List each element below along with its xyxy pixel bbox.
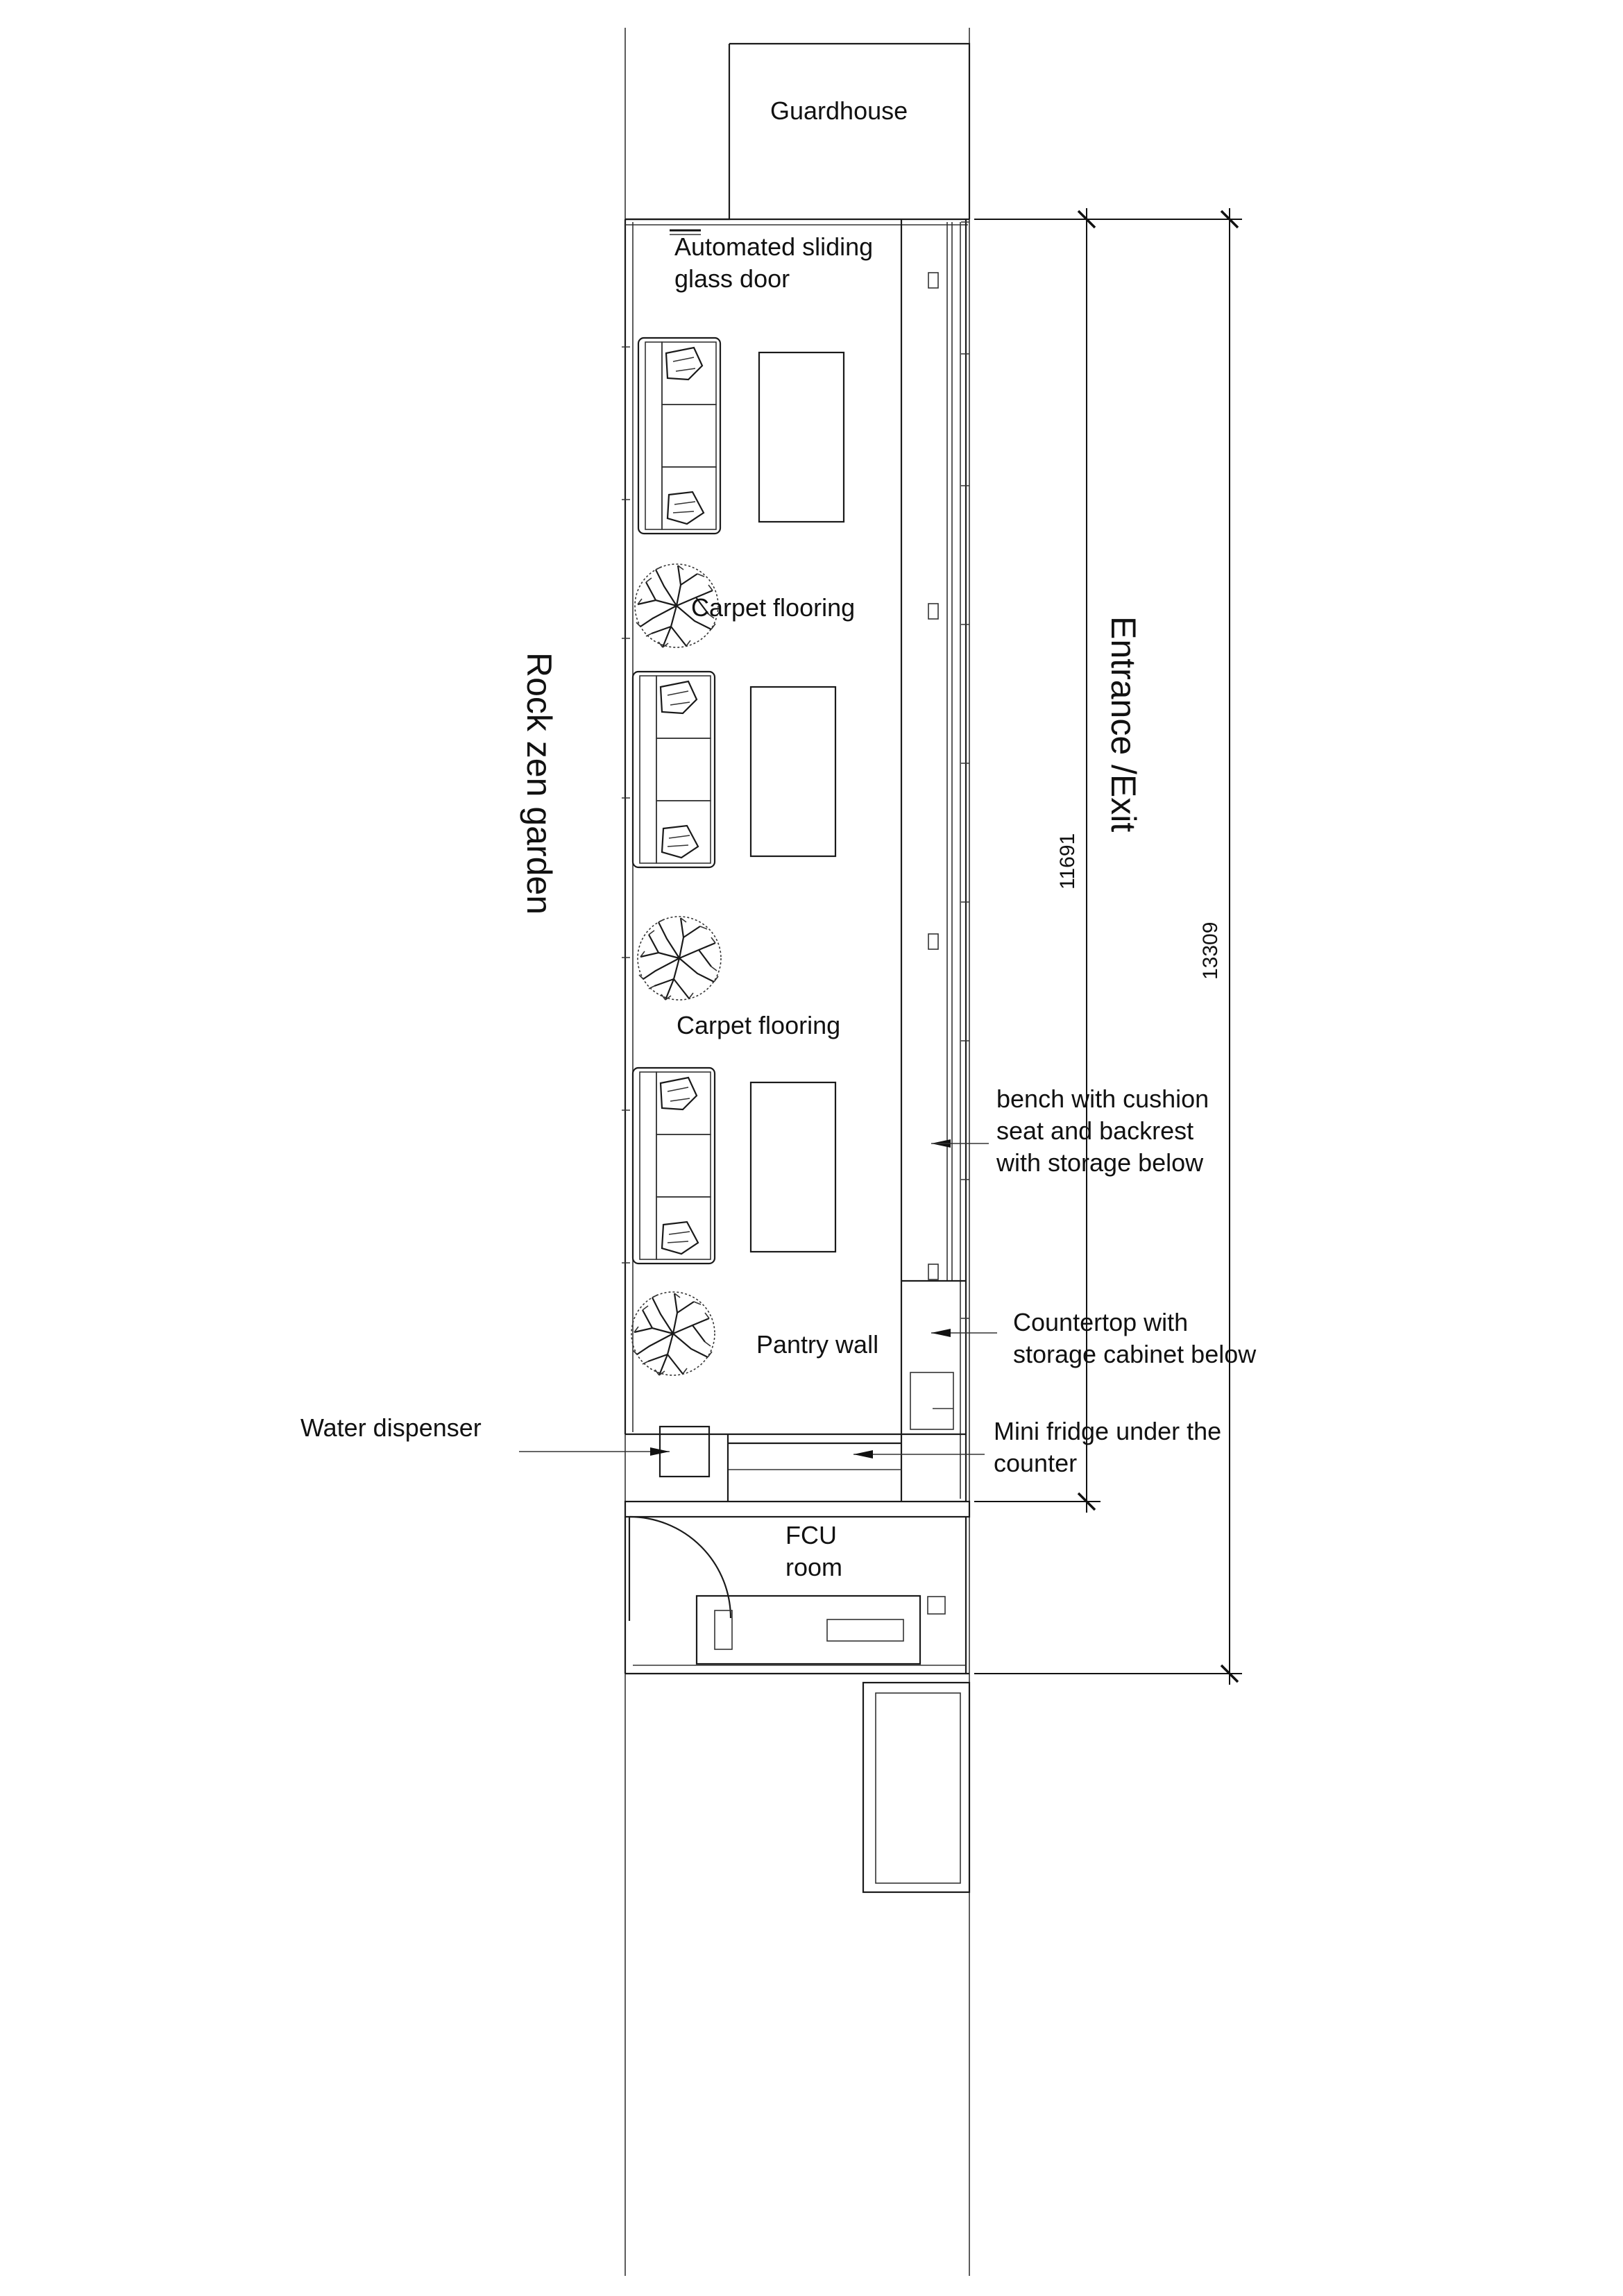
rock-garden-label: Rock zen garden bbox=[520, 652, 559, 915]
bench-label-3: with storage below bbox=[996, 1148, 1204, 1177]
fridge-label-1: Mini fridge under the bbox=[994, 1417, 1222, 1445]
partition-wall bbox=[625, 1502, 969, 1517]
pantry bbox=[625, 1372, 966, 1502]
entrance-label: Entrance /Exit bbox=[1104, 616, 1143, 833]
coffee-table-1 bbox=[759, 352, 844, 522]
bench-label-2: seat and backrest bbox=[996, 1116, 1194, 1145]
dimension-inner-label: 11691 bbox=[1056, 833, 1079, 890]
countertop-label-1: Countertop with bbox=[1013, 1308, 1189, 1336]
bench bbox=[901, 219, 966, 1502]
lounge-room-walls bbox=[622, 219, 969, 1502]
outdoor-storage bbox=[863, 1683, 969, 1892]
fcu-label-2: room bbox=[785, 1553, 843, 1581]
guardhouse-label: Guardhouse bbox=[770, 96, 908, 125]
pantry-wall-label: Pantry wall bbox=[756, 1330, 879, 1359]
leaders bbox=[519, 1139, 997, 1459]
plant-2 bbox=[638, 917, 721, 1000]
carpet-label-2: Carpet flooring bbox=[677, 1011, 841, 1039]
fridge-label-2: counter bbox=[994, 1449, 1078, 1477]
sliding-door-label-1: Automated sliding bbox=[674, 232, 874, 261]
sliding-door-label-2: glass door bbox=[674, 264, 790, 293]
coffee-table-2 bbox=[751, 687, 835, 856]
countertop-label-2: storage cabinet below bbox=[1013, 1340, 1257, 1368]
coffee-table-3 bbox=[751, 1082, 835, 1252]
guardhouse bbox=[625, 44, 969, 219]
plant-3 bbox=[631, 1292, 715, 1375]
sofa-1 bbox=[638, 338, 720, 534]
bench-label-1: bench with cushion bbox=[996, 1085, 1209, 1113]
sofa-2 bbox=[633, 672, 715, 867]
dimension-outer-label: 13309 bbox=[1199, 921, 1222, 980]
carpet-label-1: Carpet flooring bbox=[691, 593, 856, 622]
fcu-label-1: FCU bbox=[785, 1521, 837, 1549]
site-boundary bbox=[625, 28, 969, 2276]
water-dispenser-label: Water dispenser bbox=[300, 1413, 482, 1442]
sofa-3 bbox=[633, 1068, 715, 1264]
